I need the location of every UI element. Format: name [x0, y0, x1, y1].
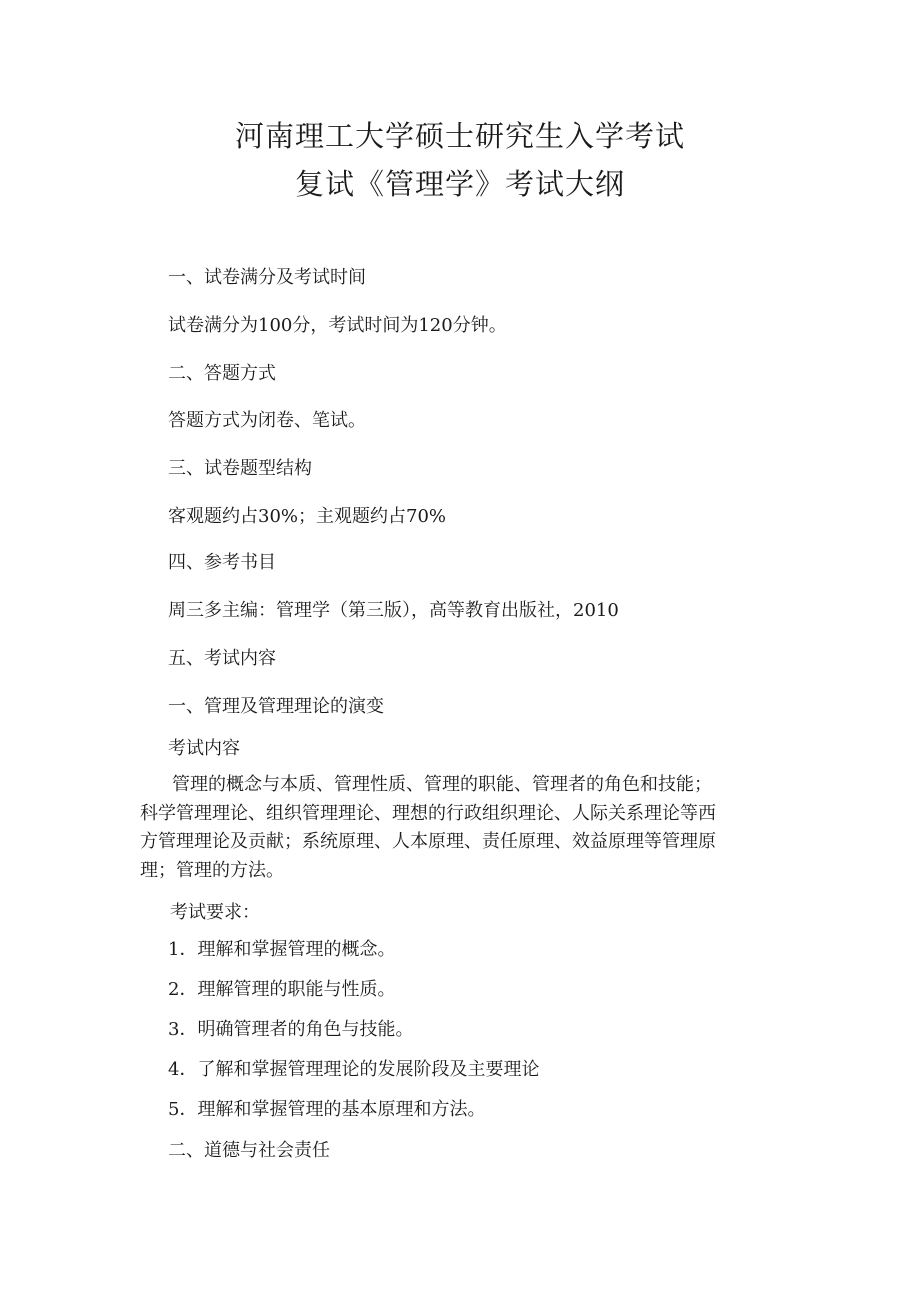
- section-text-1: 试卷满分为100分，考试时间为120分钟。: [168, 315, 507, 336]
- section-text-4: 周三多主编：管理学（第三版），高等教育出版社，2010: [168, 600, 619, 621]
- requirement-item: 3．明确管理者的角色与技能。: [168, 1019, 414, 1040]
- section-heading-5: 五、考试内容: [168, 648, 276, 669]
- section-heading-4: 四、参考书目: [168, 552, 276, 573]
- document-subtitle: 复试《管理学》考试大纲: [294, 167, 625, 201]
- requirement-item: 1．理解和掌握管理的概念。: [168, 939, 396, 960]
- requirements-label: 考试要求：: [170, 902, 260, 923]
- section-text-2: 答题方式为闭卷、笔试。: [168, 410, 366, 431]
- content-line: 科学管理理论、组织管理理论、理想的行政组织理论、人际关系理论等西: [140, 802, 716, 824]
- content-paragraph: [140, 771, 790, 885]
- chapter-heading-2: 二、道德与社会责任: [168, 1140, 330, 1161]
- requirement-item: 5．理解和掌握管理的基本原理和方法。: [168, 1099, 486, 1120]
- content-line: 理；管理的方法。: [140, 859, 284, 881]
- section-text-3: 客观题约占30%；主观题约占70%: [168, 506, 447, 527]
- content-line: 管理的概念与本质、管理性质、管理的职能、管理者的角色和技能；: [172, 774, 712, 795]
- section-heading-3: 三、试卷题型结构: [168, 458, 312, 479]
- section-heading-1: 一、试卷满分及考试时间: [168, 267, 366, 288]
- chapter-heading-1: 一、管理及管理理论的演变: [168, 696, 384, 717]
- requirement-item: 2．理解管理的职能与性质。: [168, 979, 396, 1000]
- section-heading-2: 二、答题方式: [168, 363, 276, 384]
- requirement-item: 4．了解和掌握管理理论的发展阶段及主要理论: [168, 1059, 540, 1080]
- content-label: 考试内容: [168, 738, 240, 759]
- content-line: 方管理理论及贡献；系统原理、人本原理、责任原理、效益原理等管理原: [140, 831, 716, 852]
- document-title: 河南理工大学硕士研究生入学考试: [234, 119, 685, 153]
